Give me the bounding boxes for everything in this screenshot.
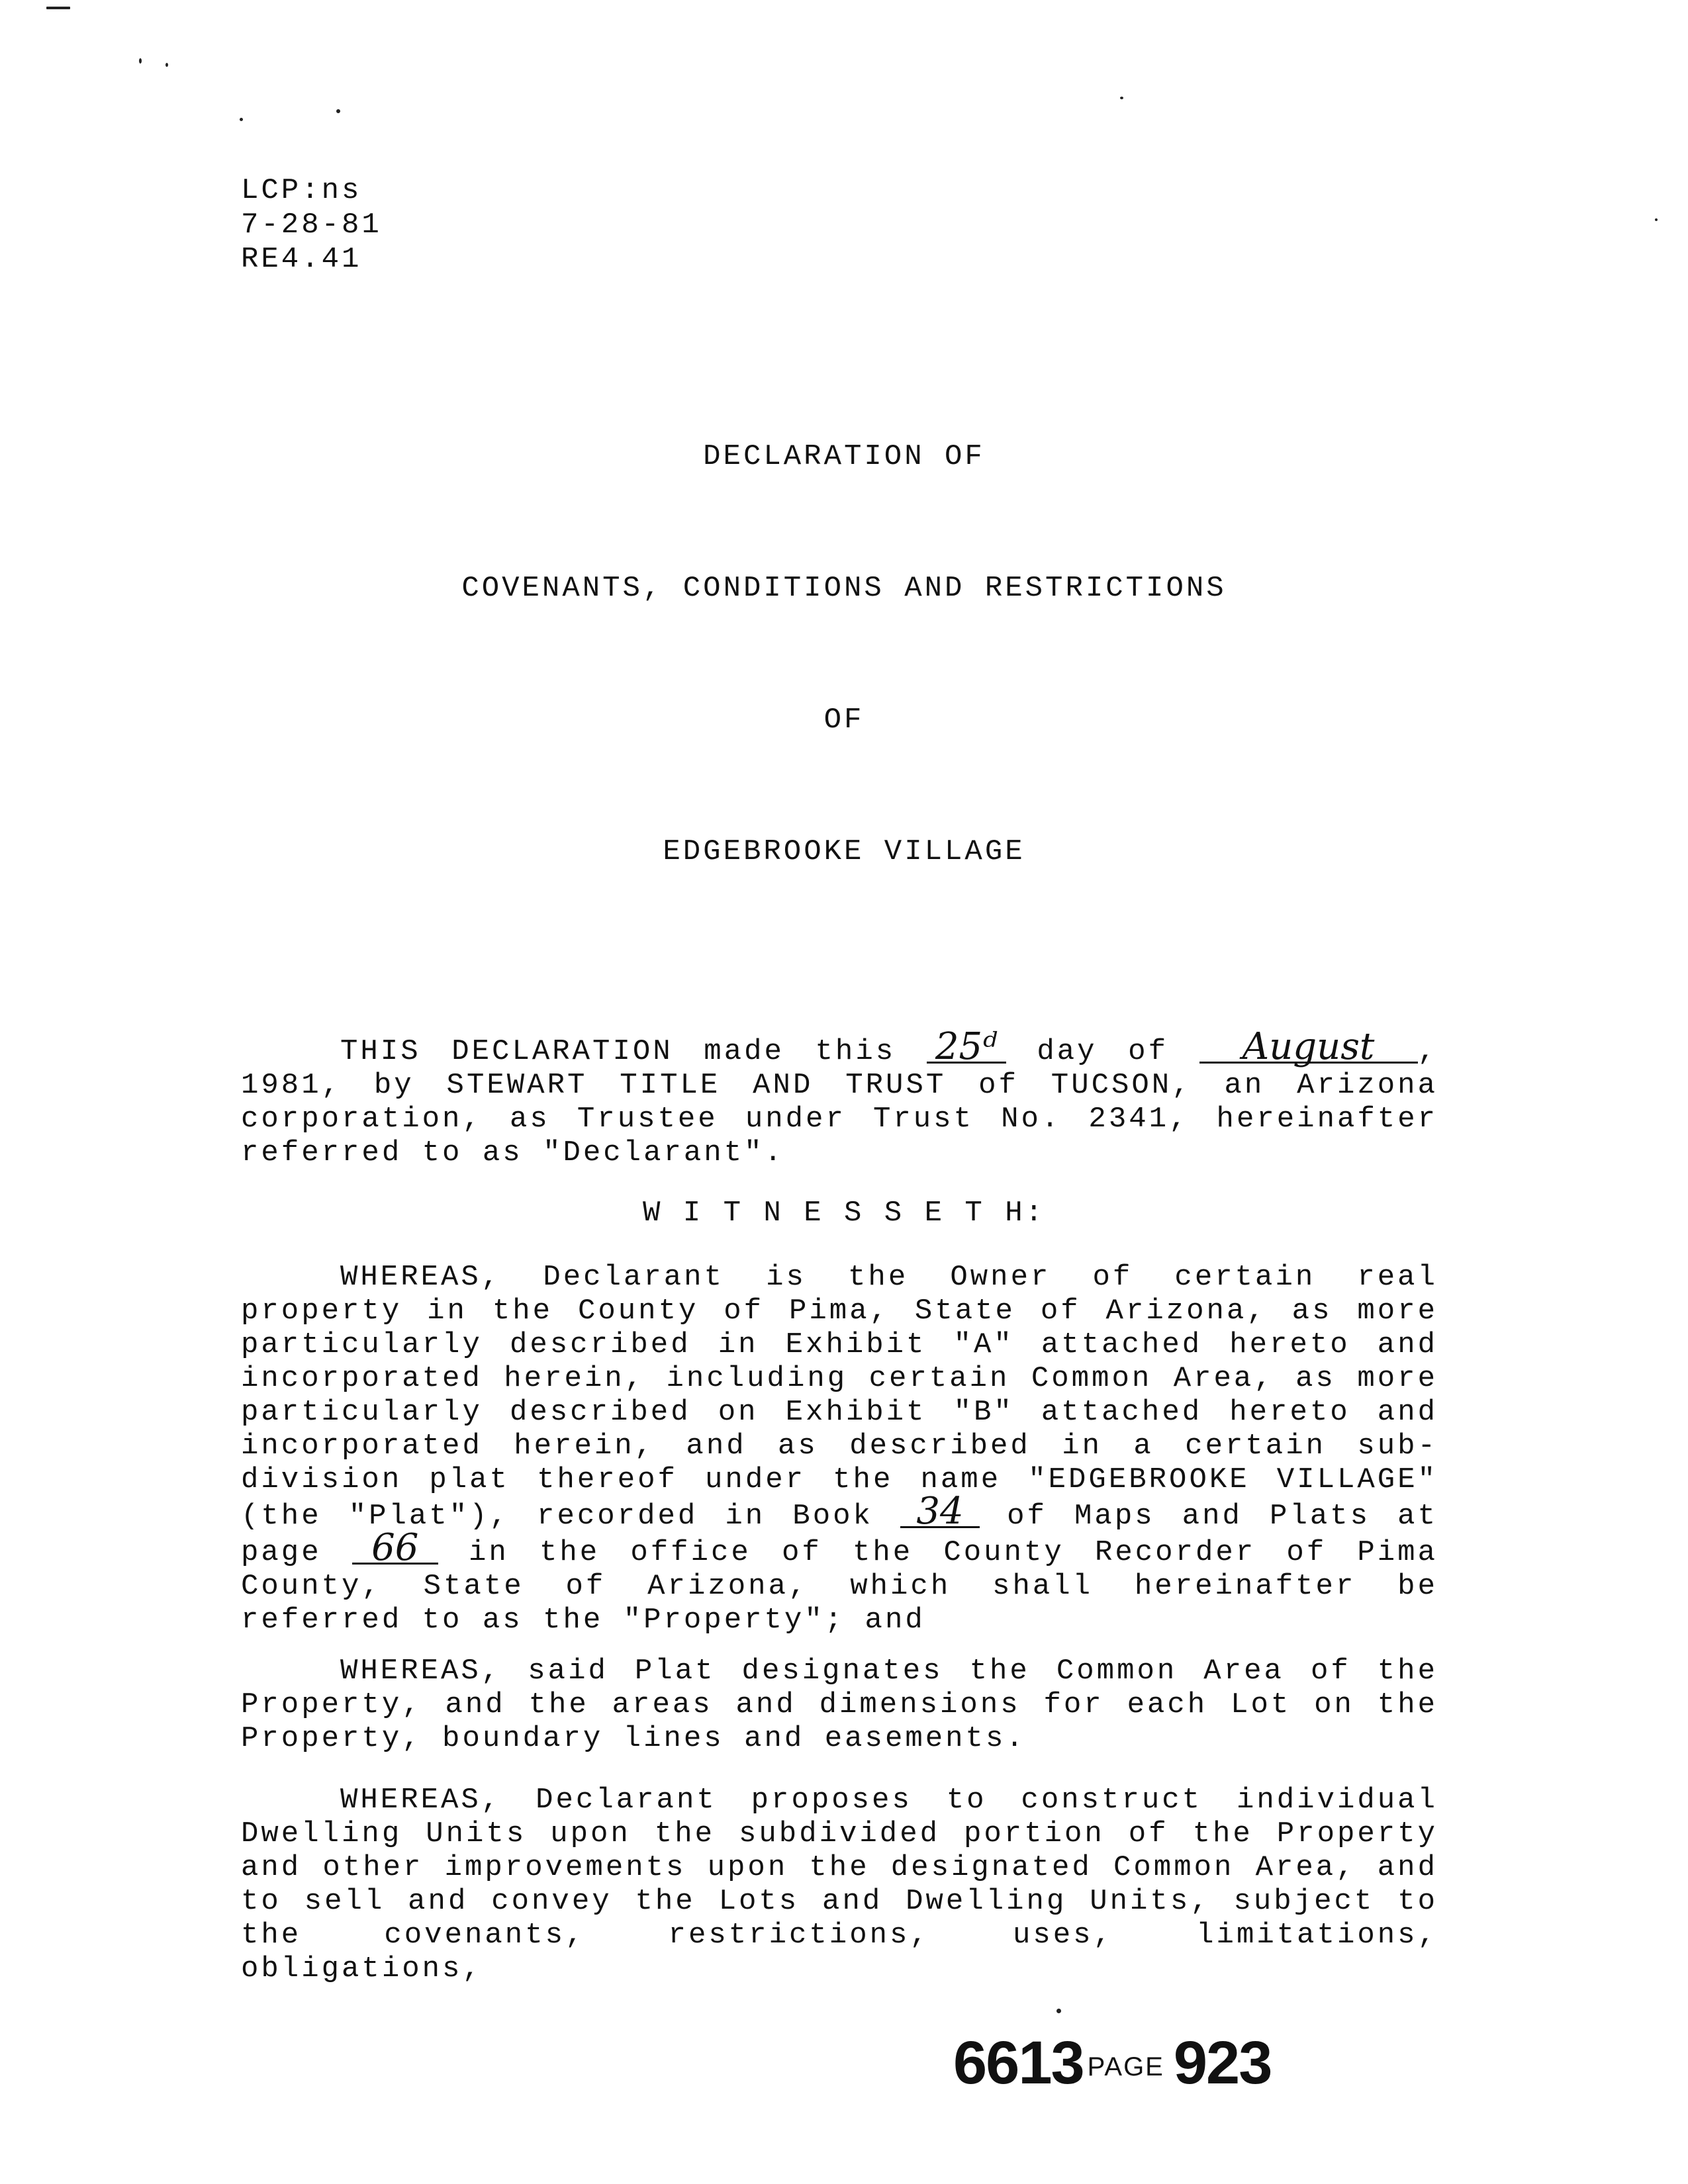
intro-text-2: day of [1006,1035,1199,1068]
recorder-book-page-stamp [953,2028,1271,2098]
whereas-paragraph-2 [241,1655,1438,1756]
whereas-paragraph-1 [241,1261,1438,1637]
file-reference [241,173,382,277]
handwritten-month: August [1199,1032,1418,1064]
title-line-3: OF [823,704,865,737]
scan-speck [1056,2009,1061,2013]
intro-text-1: THIS DECLARATION made this [340,1035,927,1068]
scan-speck [1120,97,1123,99]
stamp-page-label: PAGE [1087,2052,1164,2082]
scan-speck [165,63,168,67]
title-line-4: EDGEBROOKE VILLAGE [663,835,1025,868]
handwritten-book-number: 34 [900,1497,980,1528]
scan-speck [336,109,340,113]
witnesseth-heading [0,1197,1688,1230]
scan-mark [46,7,70,9]
stamp-page-number: 923 [1173,2029,1272,2097]
whereas1-text-3: in the office of the County Recorder of Pima County, State of Arizona, which shall hereinafter be referred to as the "Property"; and [241,1536,1438,1637]
scan-speck [1655,218,1658,221]
whereas1-text-1: WHEREAS, Declarant is the Owner of certain real property in the County of Pima, State of Arizona, as more particularly described in Exhibit "A" attached hereto and incorporated herein, including certain Common Area, as more particularly described on Exhibit "B" attached hereto and incorporated herein, and as described in a certain sub-division plat thereof under the name "EDGEBROOKE VILLAGE" (the "Plat"), recorded in Book [241,1261,1438,1533]
title-line-1: DECLARATION OF [703,440,985,473]
stamp-book-number: 6613 [953,2029,1084,2097]
handwritten-day: 25ᵈ [927,1032,1006,1064]
reference-initials: LCP:ns [241,174,362,207]
whereas1-text-2: of Maps and Plats at page [241,1500,1438,1569]
witnesseth-text: W I T N E S S E T H: [642,1197,1046,1230]
scan-speck [139,58,142,64]
scan-speck [240,118,243,121]
intro-text-3: , 1981, by STEWART TITLE AND TRUST of TUCSON, an Arizona corporation, as Trustee under Trust No. 2341, hereinafter referred to as "Declarant". [241,1035,1438,1169]
whereas2-text: WHEREAS, said Plat designates the Common Area of the Property, and the areas and dimensions for each Lot on the Property, boundary lines and easements. [241,1655,1438,1755]
reference-code: RE4.41 [241,243,362,276]
whereas3-text: WHEREAS, Declarant proposes to construct individual Dwelling Units upon the subdivided portion of the Property and other improvements upon the designated Common Area, and to sell and convey the Lots and Dwelling Units, subject to the covenants, restrictions, uses, limitations, obligations, [241,1784,1438,1985]
title-line-2: COVENANTS, CONDITIONS AND RESTRICTIONS [461,572,1227,605]
reference-date: 7-28-81 [241,208,382,242]
handwritten-page-number: 66 [352,1533,438,1565]
intro-paragraph [241,1025,1438,1170]
whereas-paragraph-3 [241,1784,1438,1986]
